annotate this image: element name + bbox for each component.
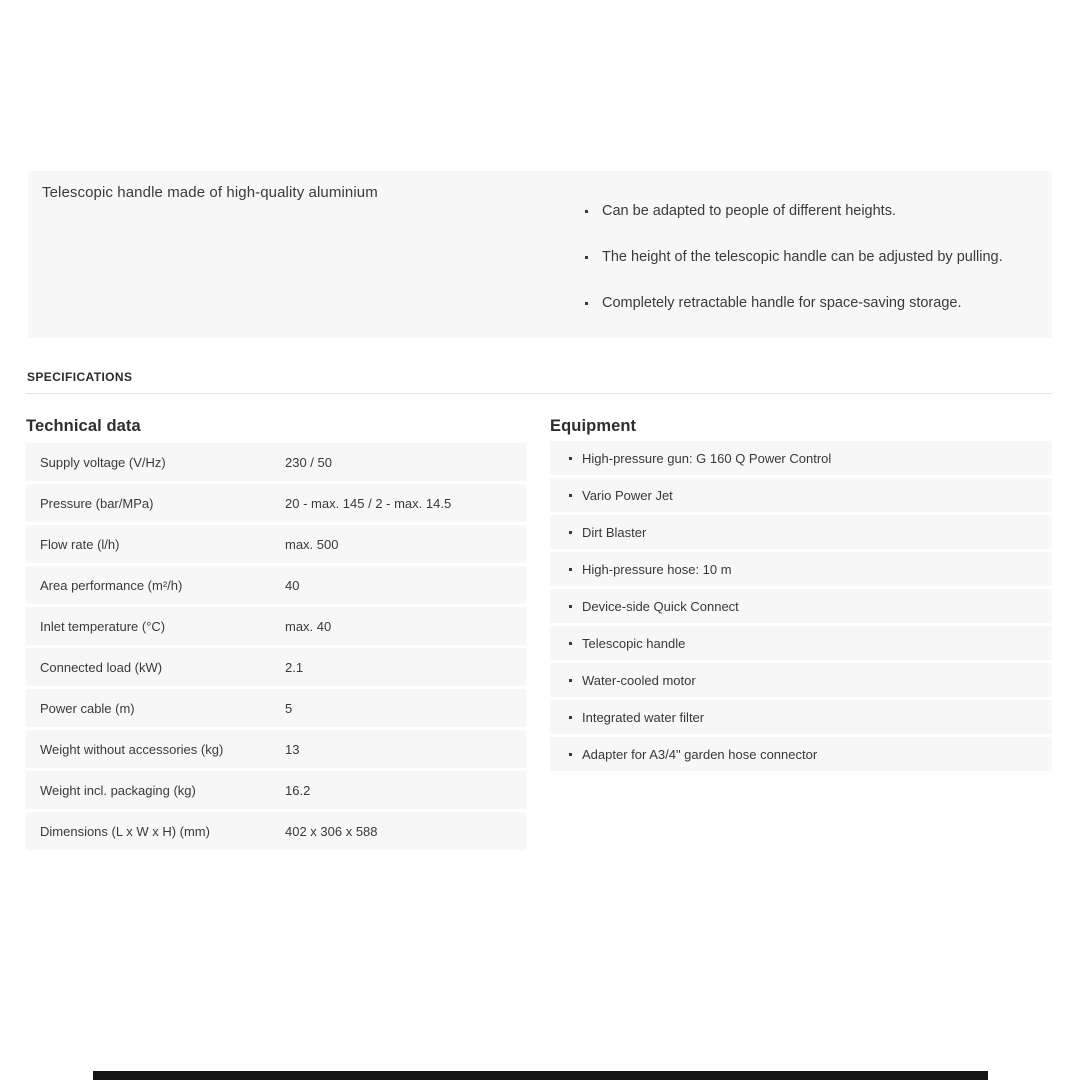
spec-label: Pressure (bar/MPa): [40, 495, 154, 511]
spec-label: Dimensions (L x W x H) (mm): [40, 823, 210, 839]
feature-bullet-item: [585, 247, 1035, 267]
equipment-item: [550, 515, 1052, 549]
spec-row: [26, 566, 526, 604]
spec-label: Flow rate (l/h): [40, 536, 120, 552]
footer-bar: [93, 1071, 988, 1080]
spec-row: [26, 525, 526, 563]
spec-label: Weight without accessories (kg): [40, 741, 224, 757]
bullet-dot-icon: [569, 531, 572, 534]
bullet-dot-icon: [585, 210, 588, 213]
spec-row: [26, 730, 526, 768]
equipment-list: [550, 441, 1052, 774]
technical-data-table: [26, 443, 526, 853]
spec-label: Supply voltage (V/Hz): [40, 454, 166, 470]
bullet-dot-icon: [569, 642, 572, 645]
feature-bullet-text: Completely retractable handle for space-saving storage.: [602, 295, 962, 311]
equipment-item-text: Device-side Quick Connect: [582, 598, 739, 614]
equipment-item-text: Telescopic handle: [582, 635, 686, 651]
equipment-item-text: Dirt Blaster: [582, 524, 647, 540]
spec-value: max. 500: [285, 536, 339, 552]
spec-row: [26, 812, 526, 850]
equipment-item-text: Adapter for A3/4" garden hose connector: [582, 746, 818, 762]
spec-value: 402 x 306 x 588: [285, 823, 378, 839]
spec-label: Inlet temperature (°C): [40, 618, 166, 634]
feature-bullet-text: The height of the telescopic handle can be adjusted by pulling.: [602, 249, 1003, 265]
spec-label: Area performance (m²/h): [40, 577, 183, 593]
spec-row: [26, 607, 526, 645]
bullet-dot-icon: [569, 568, 572, 571]
equipment-item: [550, 589, 1052, 623]
spec-label: Weight incl. packaging (kg): [40, 782, 196, 798]
spec-value: max. 40: [285, 618, 332, 634]
spec-row: [26, 484, 526, 522]
feature-box: [28, 171, 1052, 338]
spec-value: 5: [285, 700, 293, 716]
equipment-item: [550, 663, 1052, 697]
spec-row: [26, 689, 526, 727]
bullet-dot-icon: [569, 494, 572, 497]
spec-label: Power cable (m): [40, 700, 135, 716]
spec-value: 16.2: [285, 782, 311, 798]
equipment-item: [550, 626, 1052, 660]
feature-title: Telescopic handle made of high-quality aluminium: [42, 184, 378, 201]
equipment-item-text: Integrated water filter: [582, 709, 705, 725]
equipment-item-text: High-pressure hose: 10 m: [582, 561, 732, 577]
bullet-dot-icon: [569, 457, 572, 460]
equipment-item-text: Vario Power Jet: [582, 487, 673, 503]
feature-bullet-item: [585, 293, 1035, 313]
spec-label: Connected load (kW): [40, 659, 163, 675]
equipment-item: [550, 700, 1052, 734]
feature-bullet-text: Can be adapted to people of different heights.: [602, 203, 896, 219]
bullet-dot-icon: [569, 679, 572, 682]
spec-value: 230 / 50: [285, 454, 332, 470]
bullet-dot-icon: [569, 753, 572, 756]
spec-row: [26, 648, 526, 686]
spec-row: [26, 771, 526, 809]
spec-value: 13: [285, 741, 300, 757]
spec-row: [26, 443, 526, 481]
specifications-heading: SPECIFICATIONS: [27, 370, 133, 384]
bullet-dot-icon: [569, 716, 572, 719]
spec-value: 40: [285, 577, 300, 593]
equipment-item-text: High-pressure gun: G 160 Q Power Control: [582, 450, 832, 466]
equipment-item-text: Water-cooled motor: [582, 672, 696, 688]
equipment-heading: Equipment: [550, 417, 637, 435]
feature-bullet-list: [585, 201, 1035, 339]
equipment-item: [550, 552, 1052, 586]
equipment-item: [550, 478, 1052, 512]
spec-value: 2.1: [285, 659, 304, 675]
equipment-item: [550, 737, 1052, 771]
technical-data-heading: Technical data: [26, 417, 141, 435]
bullet-dot-icon: [585, 302, 588, 305]
bullet-dot-icon: [569, 605, 572, 608]
spec-value: 20 - max. 145 / 2 - max. 14.5: [285, 495, 452, 511]
feature-bullet-item: [585, 201, 1035, 221]
bullet-dot-icon: [585, 256, 588, 259]
section-divider: [26, 393, 1052, 394]
equipment-item: [550, 441, 1052, 475]
